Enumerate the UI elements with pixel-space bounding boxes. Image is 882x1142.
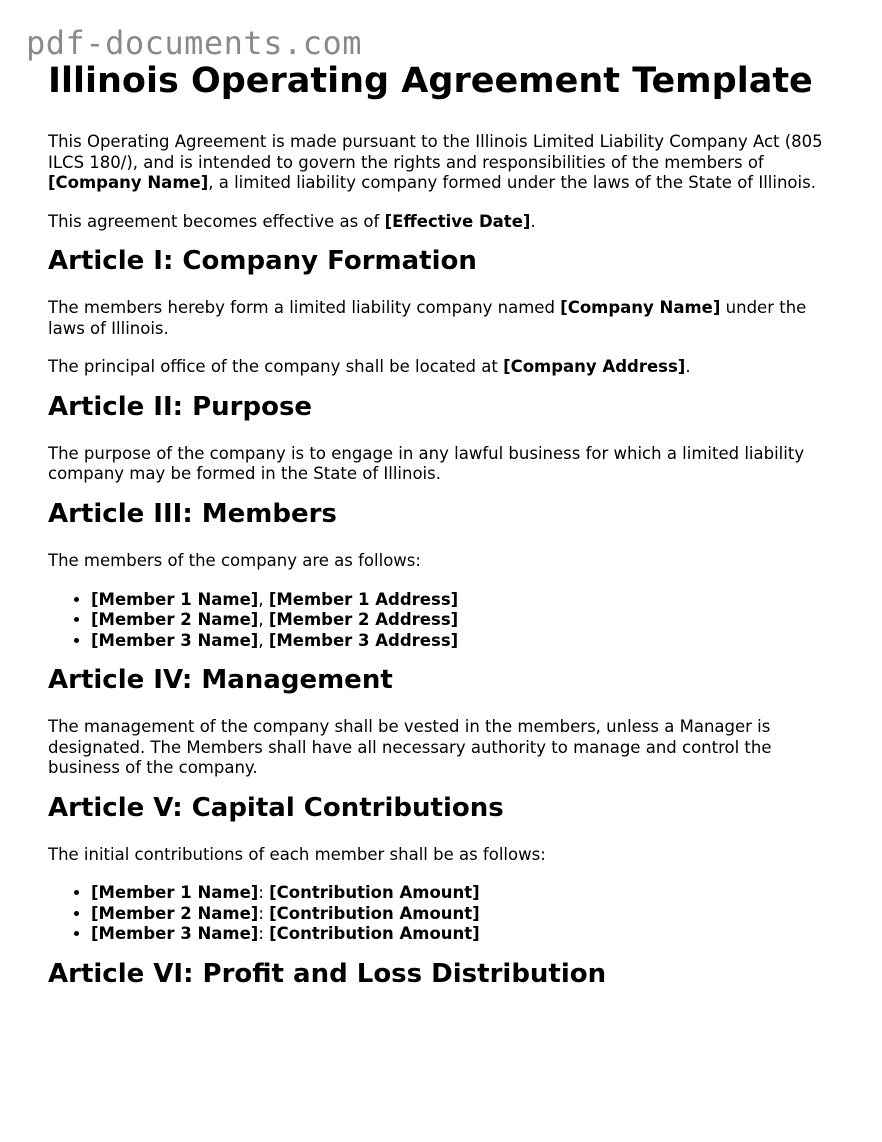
article-5-heading: Article V: Capital Contributions: [48, 792, 504, 823]
page-title: Illinois Operating Agreement Template: [48, 61, 813, 101]
contributions-list: [48, 883, 848, 945]
article-6-heading: Article VI: Profit and Loss Distribution: [48, 958, 607, 989]
list-item: • [Member 1 Name], [Member 1 Address]: [91, 590, 848, 611]
article-1-paragraph-2: The principal office of the company shall be located at [Company Address].: [48, 357, 691, 377]
article-2-paragraph: The purpose of the company is to engage in any lawful business for which a limited liability company may be formed in the State of Illinois.: [48, 443, 805, 484]
list-item: • [Member 3 Name], [Member 3 Address]: [91, 631, 848, 652]
effective-date-placeholder: [Effective Date]: [384, 211, 531, 231]
intro-paragraph: This Operating Agreement is made pursuant to the Illinois Limited Liability Company Act (805 ILCS 180/), and is intended to govern the rights and responsibilities of the members of [Company Name], a limited liability company formed under the laws of the State of Illinois.: [48, 132, 823, 192]
company-name-placeholder: [Company Name]: [560, 298, 721, 318]
article-3-heading: Article III: Members: [48, 498, 337, 529]
document-page: [48, 60, 848, 990]
article-1-paragraph-1: The members hereby form a limited liability company named [Company Name] under the laws of Illinois.: [48, 298, 807, 338]
article-1-heading: Article I: Company Formation: [48, 246, 477, 276]
article-5-paragraph: The initial contributions of each member shall be as follows:: [48, 844, 546, 864]
watermark: pdf-documents.com: [26, 24, 363, 62]
list-item: • [Member 2 Name], [Member 2 Address]: [91, 610, 848, 631]
article-2-heading: Article II: Purpose: [48, 391, 313, 422]
article-3-paragraph: The members of the company are as follows:: [48, 551, 421, 571]
company-address-placeholder: [Company Address]: [503, 357, 686, 377]
list-item: • [Member 1 Name]: [Contribution Amount]: [91, 883, 848, 904]
list-item: • [Member 3 Name]: [Contribution Amount]: [91, 924, 848, 945]
effective-date-paragraph: This agreement becomes effective as of [Effective Date].: [48, 211, 536, 231]
members-list: [48, 590, 848, 652]
company-name-placeholder: [Company Name]: [48, 173, 209, 192]
article-4-heading: Article IV: Management: [48, 665, 393, 696]
list-item: • [Member 2 Name]: [Contribution Amount]: [91, 904, 848, 925]
article-4-paragraph: The management of the company shall be vested in the members, unless a Manager is designated. The Members shall have all necessary authority to manage and control the business of the company.: [48, 717, 772, 778]
